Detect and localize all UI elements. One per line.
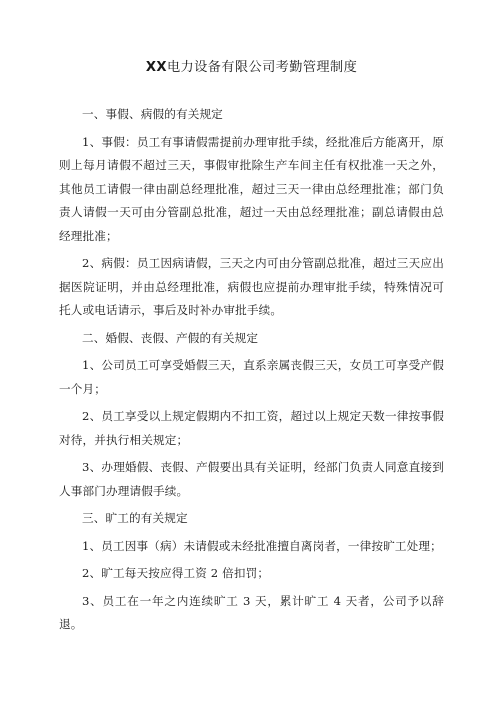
paragraph-personal-leave: 1、事假：员工有事请假需提前办理审批手续，经批准后方能离开，原则上每月请假不超过三天，事假审批除生产车间主任有权批准一天之外，其他员工请假一律由副总经理批准，超过三天一律由总经理批准；部门负责人请假一天可由分管副总批准，超过一天由总经理批准；副总请假由总经理批准； bbox=[59, 134, 444, 243]
paragraph-marriage-1: 1、公司员工可享受婚假三天，直系亲属丧假三天，女员工可享受产假一个月； bbox=[59, 358, 444, 396]
paragraph-absence-2: 2、旷工每天按应得工资 2 倍扣罚； bbox=[82, 566, 270, 580]
document-title bbox=[59, 58, 444, 78]
paragraph-sick-leave: 2、病假：员工因病请假，三天之内可由分管副总批准，超过三天应出据医院证明，并由总经理批准，病假也应提前办理审批手续，特殊情况可托人或电话请示，事后及时补办审批手续。 bbox=[59, 256, 444, 317]
title-prefix: XX bbox=[145, 60, 167, 75]
paragraph-absence-3: 3、员工在一年之内连续旷工 3 天，累计旷工 4 天者，公司予以辞退。 bbox=[59, 593, 444, 631]
paragraph-marriage-2: 2、员工享受以上规定假期内不扣工资，超过以上规定天数一律按事假对待，并执行相关规定； bbox=[59, 409, 444, 447]
title-text: 电力设备有限公司考勤管理制度 bbox=[166, 60, 358, 75]
section-heading-absence: 三、旷工的有关规定 bbox=[82, 511, 188, 525]
paragraph-marriage-3: 3、办理婚假、丧假、产假要出具有关证明，经部门负责人同意直接到人事部门办理请假手续。 bbox=[59, 460, 444, 498]
paragraph-absence-1: 1、员工因事（病）未请假或未经批准擅自离岗者，一律按旷工处理； bbox=[82, 538, 442, 553]
section-heading-marriage: 二、婚假、丧假、产假的有关规定 bbox=[82, 330, 259, 345]
section-heading-leave: 一、事假、病假的有关规定 bbox=[82, 107, 223, 121]
